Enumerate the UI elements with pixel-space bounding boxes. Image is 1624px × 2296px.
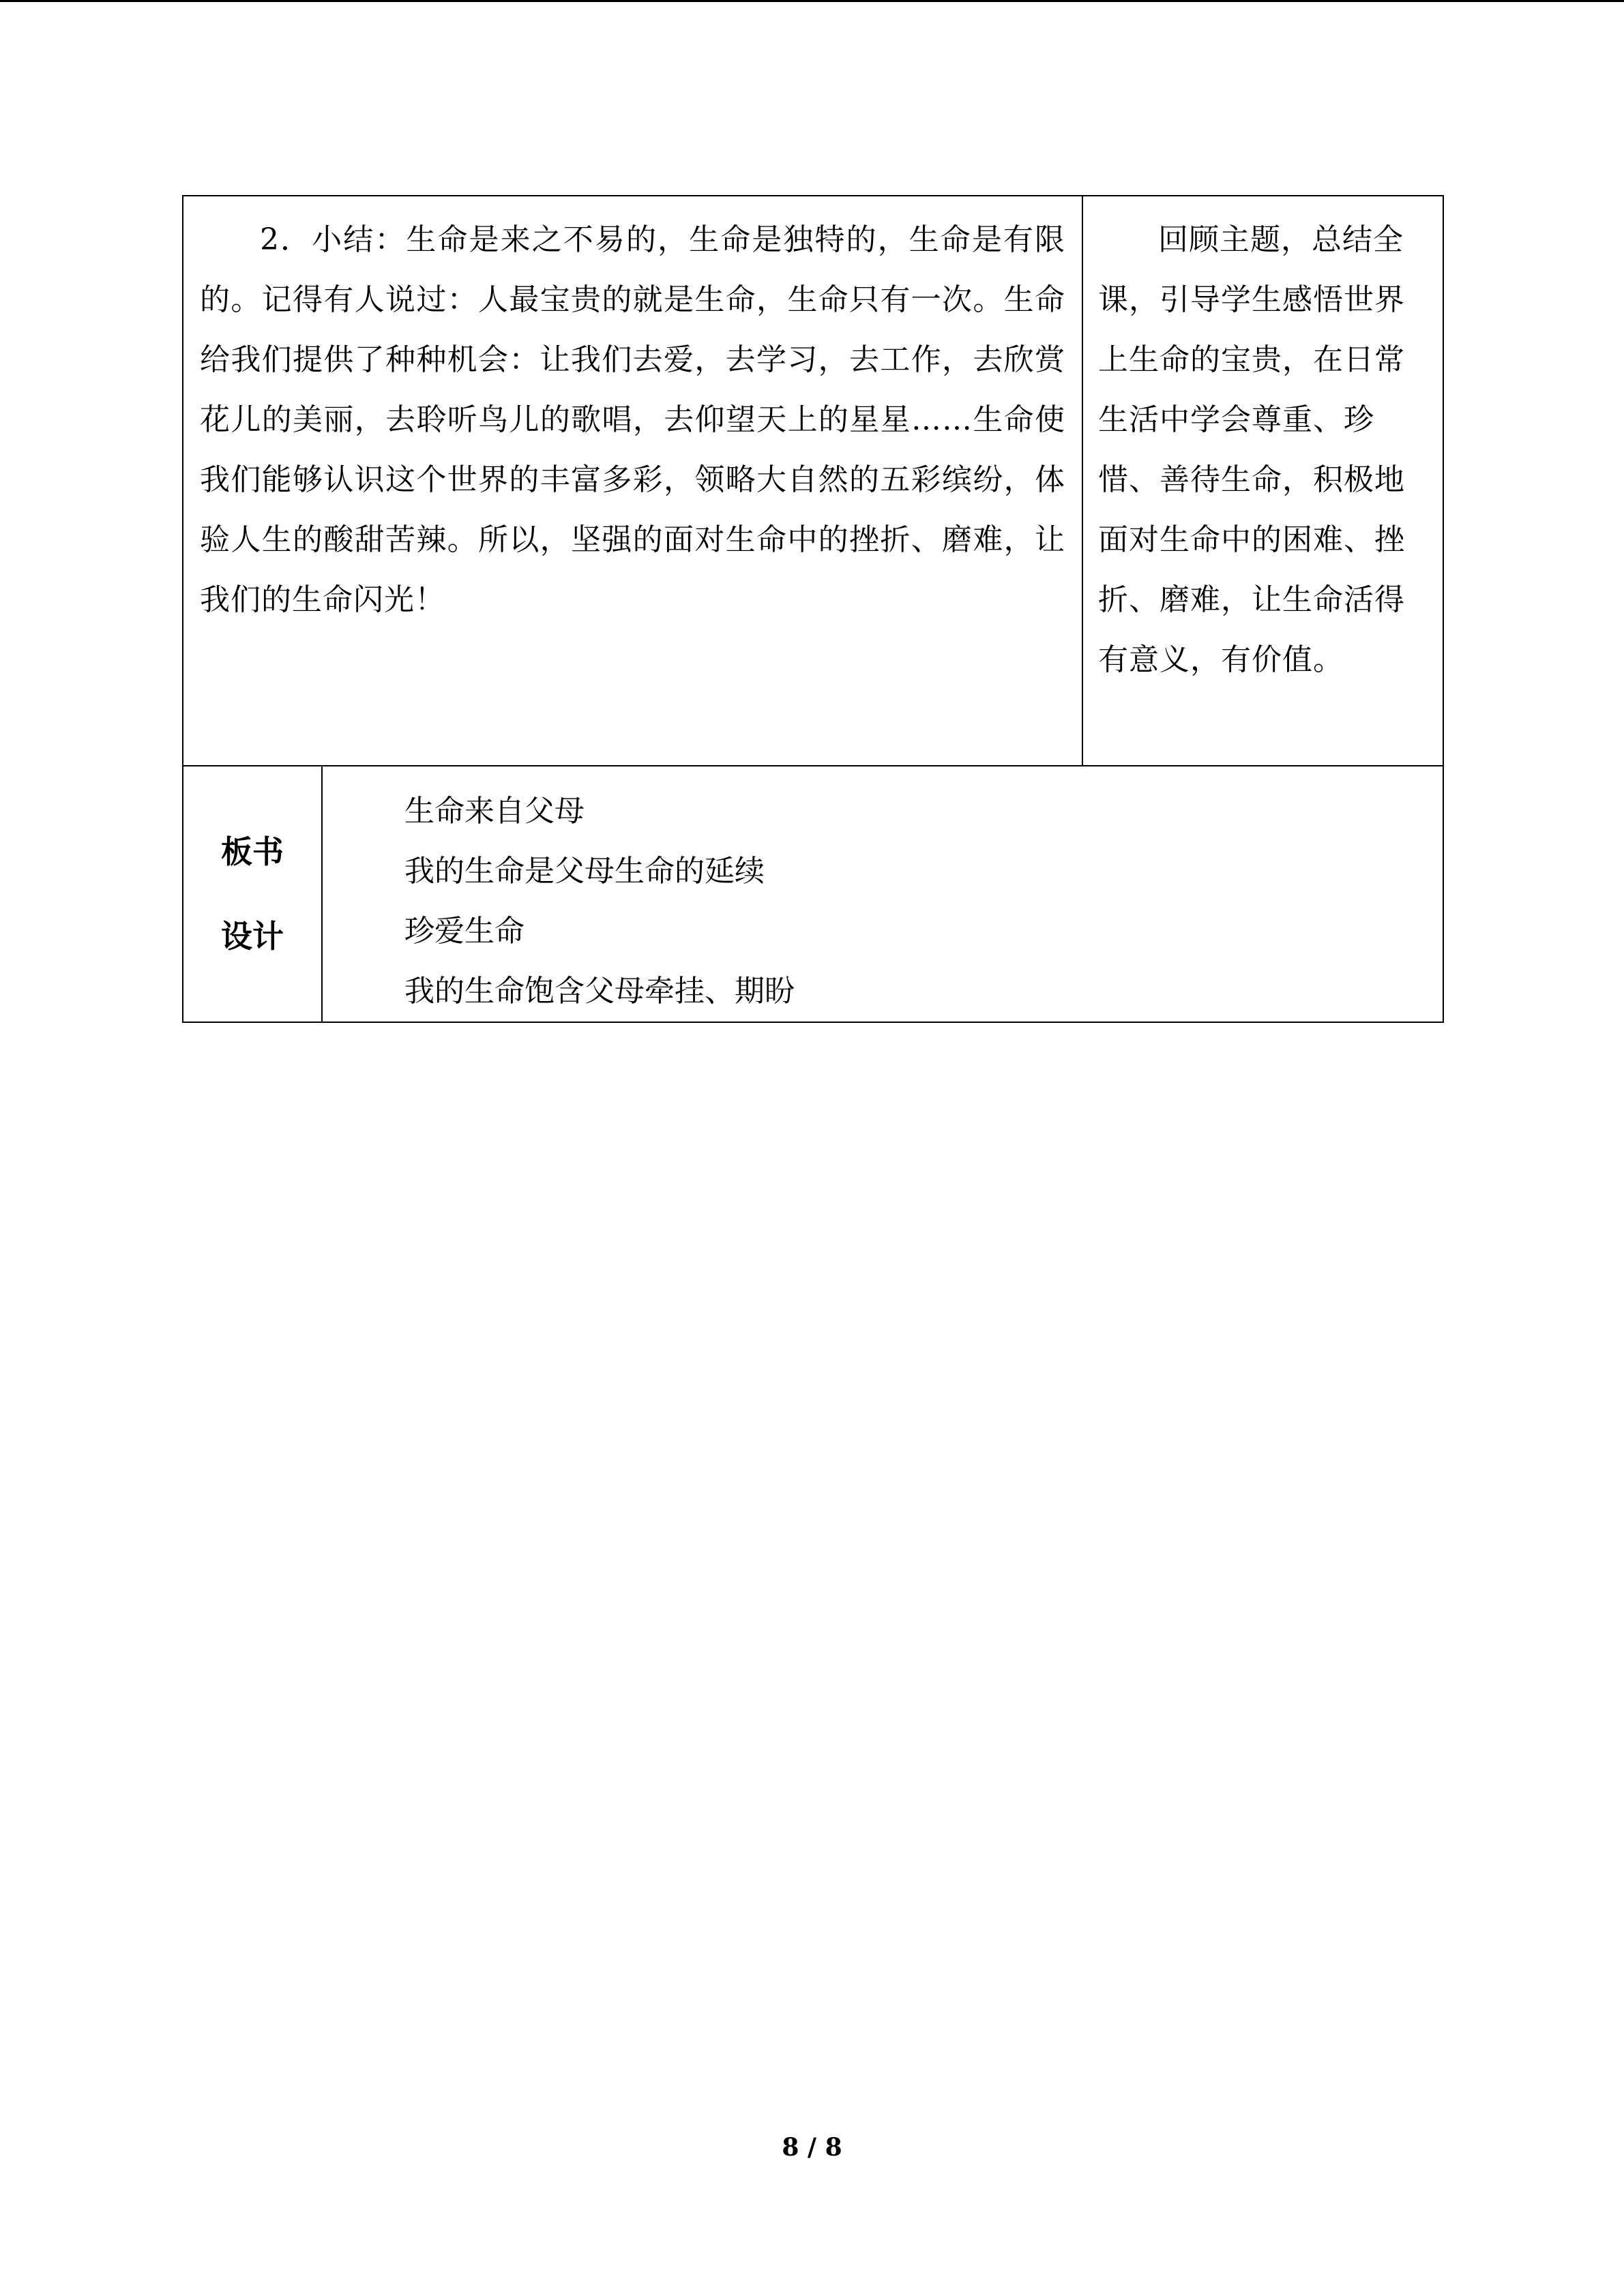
board-label-line1: 板书 [221, 833, 284, 870]
board-line-3: 珍爱生命 [404, 914, 525, 949]
page-top-border [0, 0, 1624, 2]
board-design-content-cell [322, 766, 1443, 1022]
board-line-2: 我的生命是父母生命的延续 [404, 854, 765, 889]
design-intent-text: 回顾主题，总结全课，引导学生感悟世界上生命的宝贵，在日常生活中学会尊重、珍惜、善待生命，积极地面对生命中的困难、挫折、磨难，让生命活得有意义，有价值。 [1098, 222, 1406, 677]
summary-row [183, 196, 1443, 766]
lesson-plan-table [182, 195, 1444, 1023]
summary-cell [183, 196, 1082, 766]
board-design-row [183, 766, 1443, 1022]
design-intent-cell [1082, 196, 1443, 766]
board-design-label-cell [183, 766, 322, 1022]
page-number: 8 / 8 [782, 2133, 842, 2162]
board-line-4: 我的生命饱含父母牵挂、期盼 [404, 974, 795, 1009]
summary-paragraph: 2．小结：生命是来之不易的，生命是独特的，生命是有限的。记得有人说过：人最宝贵的就是生命，生命只有一次。生命给我们提供了种种机会：让我们去爱，去学习，去工作，去欣赏花儿的美丽，去聆听鸟儿的歌唱，去仰望天上的星星……生命使我们能够认识这个世界的丰富多彩，领略大自然的五彩缤纷，体验人生的酸甜苦辣。所以，坚强的面对生命中的挫折、磨难，让我们的生命闪光！ [200, 222, 1066, 617]
board-label-line2: 设计 [221, 918, 284, 955]
board-design-lines [323, 766, 1443, 1022]
board-line-1: 生命来自父母 [404, 794, 585, 829]
